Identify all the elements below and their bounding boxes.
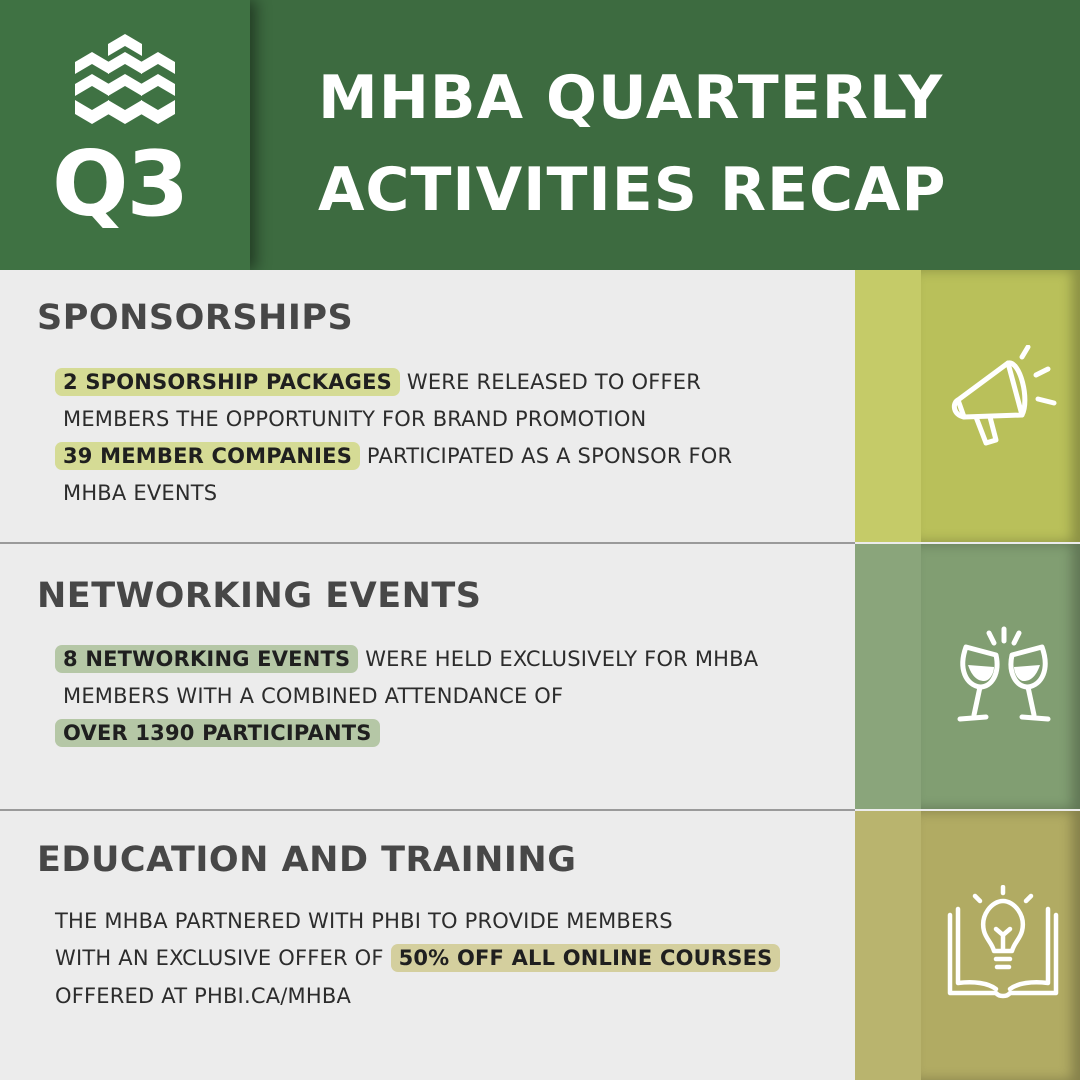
sponsorships-line-3 bbox=[55, 444, 732, 468]
sponsorships-line-1 bbox=[55, 370, 701, 394]
book-lightbulb-icon bbox=[944, 885, 1062, 1000]
sponsorships-line-1-text: WERE RELEASED TO OFFER bbox=[400, 370, 702, 394]
mhba-logo-icon bbox=[70, 34, 180, 126]
sponsorships-strip-left bbox=[855, 270, 921, 542]
education-strip-left bbox=[855, 811, 921, 1080]
education-line-3: OFFERED AT PHBI.CA/MHBA bbox=[55, 984, 352, 1008]
page-title bbox=[318, 52, 1058, 236]
sponsorships-line-4: MHBA EVENTS bbox=[63, 481, 218, 505]
title-line-2: ACTIVITIES RECAP bbox=[318, 155, 947, 225]
education-line-2-text: WITH AN EXCLUSIVE OFFER OF bbox=[55, 946, 391, 970]
megaphone-icon bbox=[950, 345, 1060, 455]
networking-line-1 bbox=[55, 647, 758, 671]
sponsorships-line-3-text: PARTICIPATED AS A SPONSOR FOR bbox=[360, 444, 733, 468]
education-line-1: THE MHBA PARTNERED WITH PHBI TO PROVIDE MEMBERS bbox=[55, 909, 673, 933]
education-line-2 bbox=[55, 946, 780, 970]
networking-title: NETWORKING EVENTS bbox=[37, 576, 482, 616]
member-companies-highlight: 39 MEMBER COMPANIES bbox=[55, 442, 360, 470]
education-title: EDUCATION AND TRAINING bbox=[37, 840, 577, 880]
participants-highlight: OVER 1390 PARTICIPANTS bbox=[55, 719, 380, 747]
sponsorship-packages-highlight: 2 SPONSORSHIP PACKAGES bbox=[55, 368, 400, 396]
networking-strip-left bbox=[855, 544, 921, 809]
quarter-label: Q3 bbox=[52, 132, 188, 237]
header-logo-panel bbox=[0, 0, 250, 270]
header-banner bbox=[0, 0, 1080, 270]
networking-line-3 bbox=[55, 721, 380, 745]
networking-events-highlight: 8 NETWORKING EVENTS bbox=[55, 645, 358, 673]
title-line-1: MHBA QUARTERLY bbox=[318, 63, 944, 133]
online-courses-highlight: 50% OFF ALL ONLINE COURSES bbox=[391, 944, 781, 972]
networking-line-2: MEMBERS WITH A COMBINED ATTENDANCE OF bbox=[63, 684, 564, 708]
wine-glasses-icon bbox=[944, 625, 1064, 730]
sponsorships-title: SPONSORSHIPS bbox=[37, 298, 354, 338]
sponsorships-line-2: MEMBERS THE OPPORTUNITY FOR BRAND PROMOTION bbox=[63, 407, 647, 431]
networking-line-1-text: WERE HELD EXCLUSIVELY FOR MHBA bbox=[358, 647, 759, 671]
